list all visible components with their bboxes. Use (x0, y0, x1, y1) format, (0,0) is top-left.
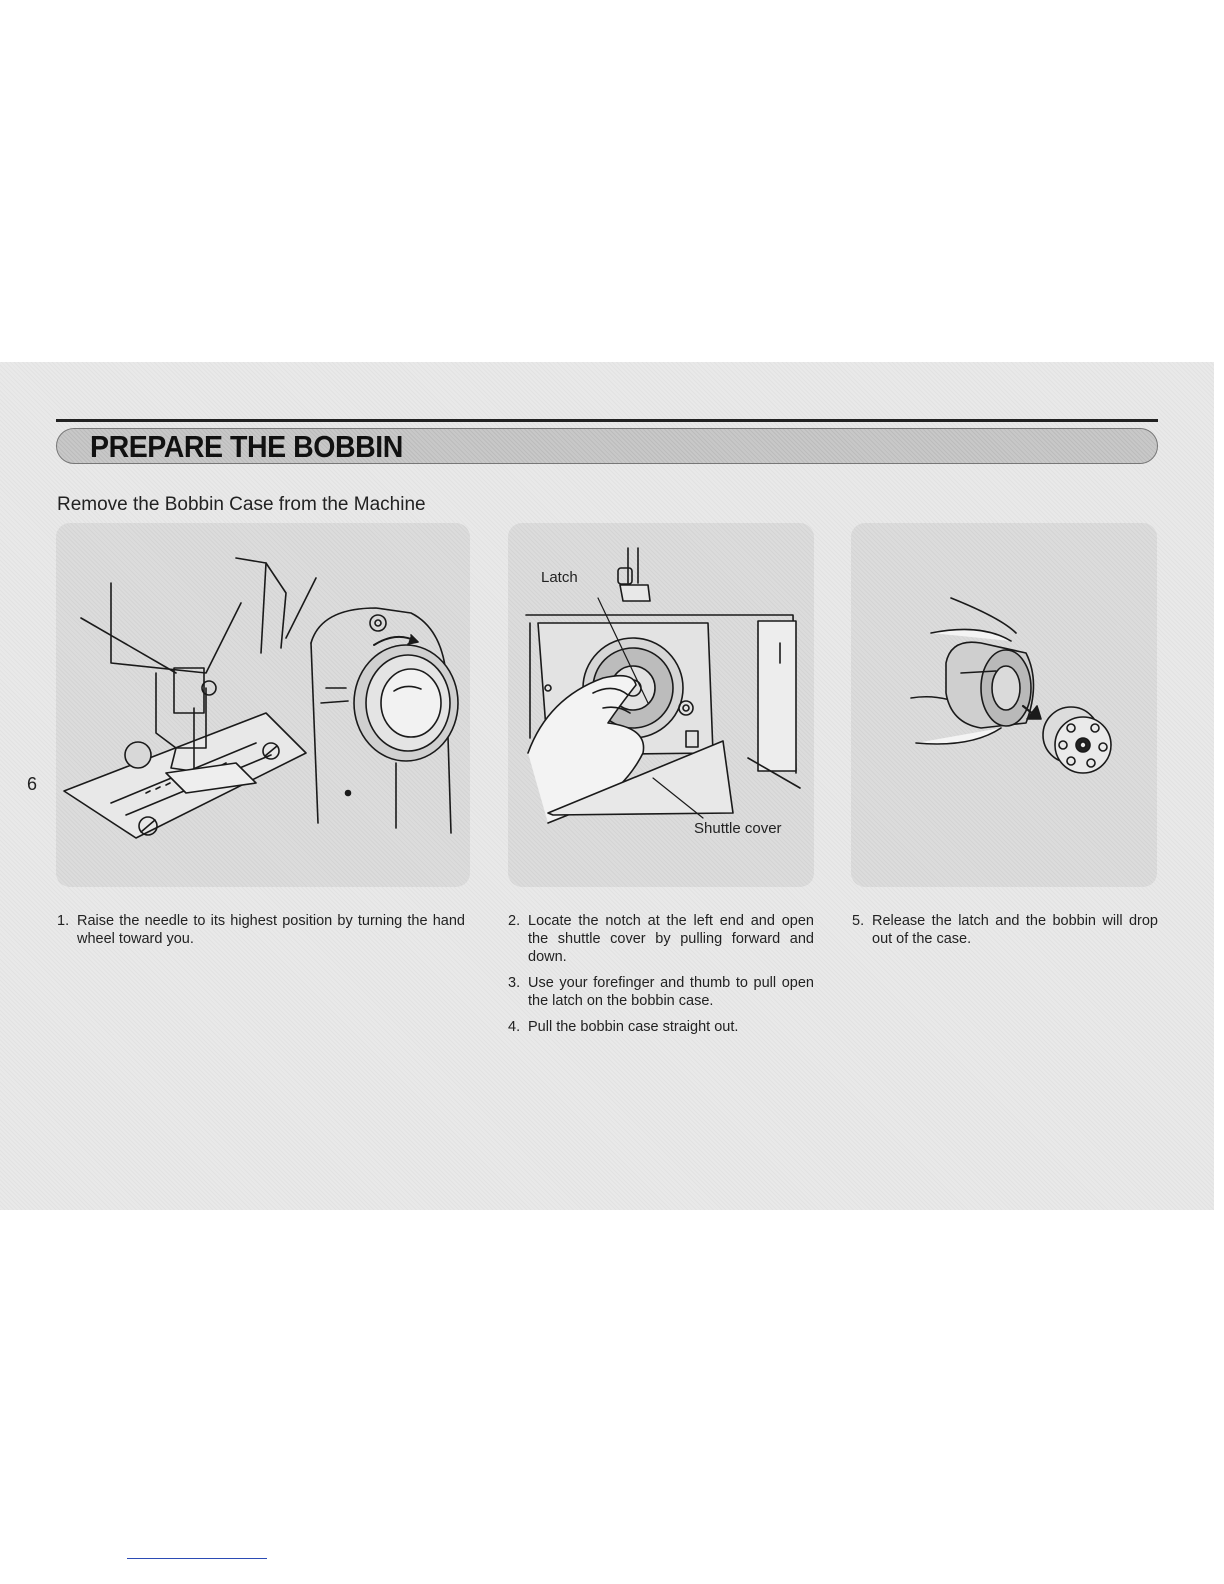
sewing-machine-illustration (56, 523, 470, 887)
latch-label: Latch (541, 569, 578, 586)
header-rule (56, 419, 1158, 422)
step-number: 1. (57, 913, 70, 929)
page-title: PREPARE THE BOBBIN (90, 429, 403, 464)
step-number: 2. (508, 913, 521, 929)
step-text: Raise the needle to its highest position by turning the hand wheel toward you. (77, 913, 465, 947)
step-number: 5. (852, 913, 865, 929)
step-item (852, 912, 1158, 948)
figure-hand-wheel (56, 523, 470, 887)
bobbin-case-illustration (851, 523, 1157, 887)
figure-bobbin-release (851, 523, 1157, 887)
section-subtitle: Remove the Bobbin Case from the Machine (57, 494, 426, 515)
figure-shuttle-latch (508, 523, 814, 887)
step-item (57, 912, 465, 948)
step-text: Pull the bobbin case straight out. (528, 1019, 739, 1035)
shuttle-cover-label: Shuttle cover (694, 820, 782, 837)
step-number: 3. (508, 975, 521, 991)
steps-column-1 (57, 912, 465, 956)
step-text: Use your forefinger and thumb to pull open the latch on the bobbin case. (528, 975, 814, 1009)
step-item (508, 912, 814, 966)
step-text: Locate the notch at the left end and open the shuttle cover by pulling forward and down. (528, 913, 814, 965)
footer-rule (127, 1558, 267, 1559)
step-number: 4. (508, 1019, 521, 1035)
page-number: 6 (27, 774, 38, 794)
steps-column-3 (852, 912, 1158, 956)
step-text: Release the latch and the bobbin will drop out of the case. (872, 913, 1158, 947)
steps-column-2 (508, 912, 814, 1044)
step-item (508, 974, 814, 1010)
step-item (508, 1018, 814, 1036)
